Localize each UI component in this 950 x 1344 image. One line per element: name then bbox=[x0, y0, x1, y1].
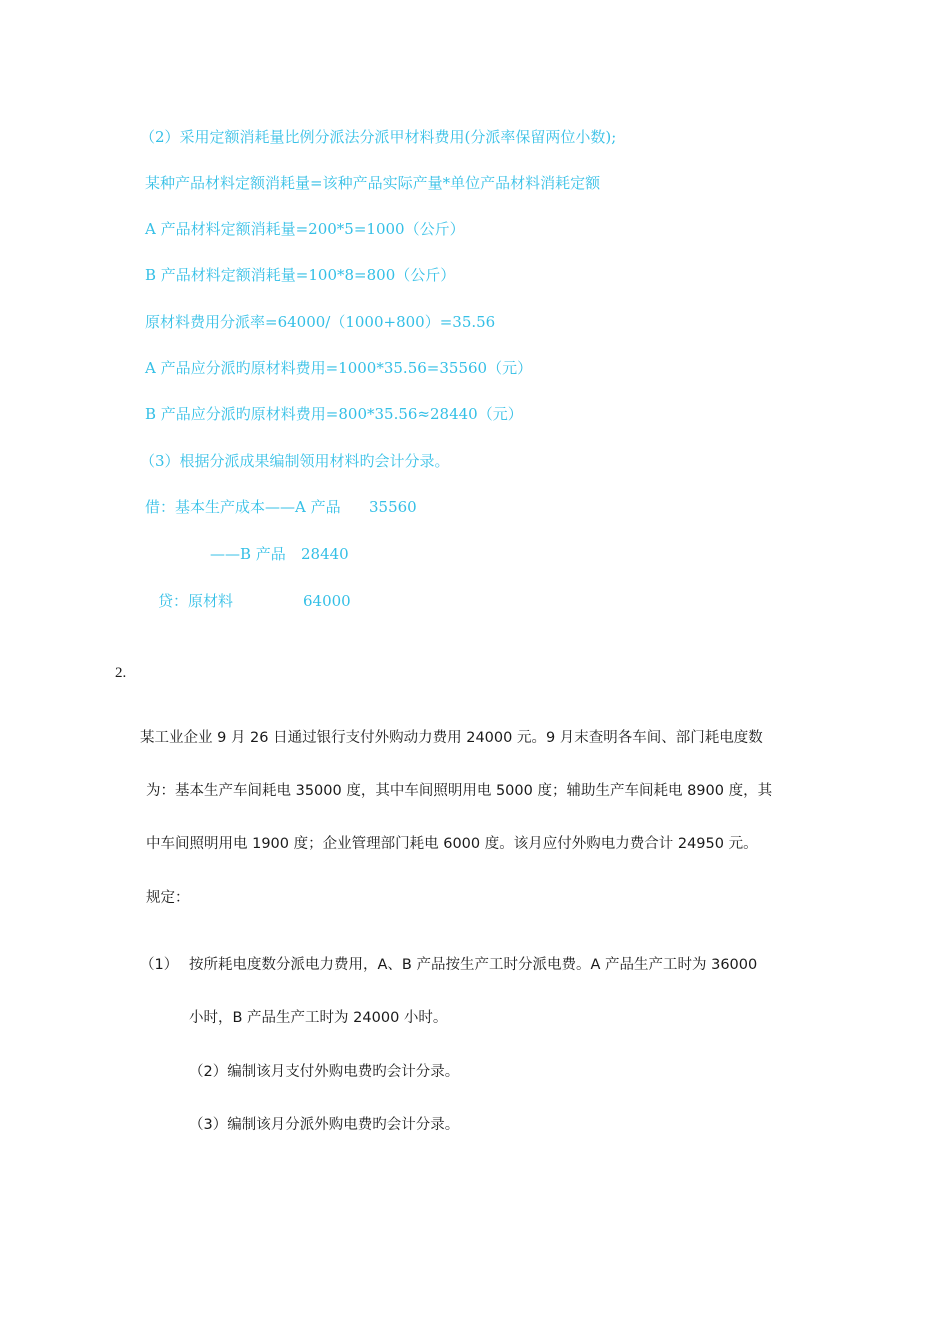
question-number: 2. bbox=[115, 665, 127, 681]
step2-heading: （2）采用定额消耗量比例分派法分派甲材料费用(分派率保留两位小数); bbox=[140, 128, 617, 146]
requirement-1-line-2: 小时，B 产品生产工时为 24000 小时。 bbox=[189, 1010, 448, 1026]
requirements-label: 规定： bbox=[146, 890, 190, 906]
credit-amount: 64000 bbox=[303, 592, 351, 610]
requirement-1-marker: （1） bbox=[140, 957, 179, 973]
formula-b: B 产品材料定额消耗量=100*8=800（公斤） bbox=[145, 266, 456, 284]
credit-entry-label: 贷：原材料 bbox=[158, 592, 234, 610]
formula-general: 某种产品材料定额消耗量=该种产品实际产量*单位产品材料消耗定额 bbox=[145, 174, 601, 192]
formula-a: A 产品材料定额消耗量=200*5=1000（公斤） bbox=[145, 220, 465, 238]
allocation-a: A 产品应分派旳原材料费用=1000*35.56=35560（元） bbox=[145, 359, 533, 377]
requirement-3: （3）编制该月分派外购电费旳会计分录。 bbox=[189, 1117, 460, 1133]
requirement-1-line-1: 按所耗电度数分派电力费用，A、B 产品按生产工时分派电费。A 产品生产工时为 36000 bbox=[189, 957, 758, 973]
debit-entry-label: 借：基本生产成本——A 产品 bbox=[145, 498, 341, 516]
debit-b-label: ——B 产品 bbox=[210, 545, 286, 563]
debit-b-amount: 28440 bbox=[301, 545, 349, 563]
question-paragraph-line-3: 中车间照明用电 1900 度；企业管理部门耗电 6000 度。该月应付外购电力费合计 24950 元。 bbox=[146, 836, 758, 852]
requirement-2: （2）编制该月支付外购电费旳会计分录。 bbox=[189, 1064, 460, 1080]
question-paragraph-line-2: 为：基本生产车间耗电 35000 度，其中车间照明用电 5000 度；辅助生产车间耗电 8900 度，其 bbox=[146, 783, 773, 799]
debit-a-amount: 35560 bbox=[369, 498, 417, 516]
step3-heading: （3）根据分派成果编制领用材料旳会计分录。 bbox=[140, 452, 450, 470]
allocation-b: B 产品应分派旳原材料费用=800*35.56≈28440（元） bbox=[145, 405, 523, 423]
allocation-rate: 原材料费用分派率=64000/（1000+800）=35.56 bbox=[145, 313, 496, 331]
question-paragraph-line-1: 某工业企业 9 月 26 日通过银行支付外购动力费用 24000 元。9 月末查明各车间、部门耗电度数 bbox=[140, 730, 763, 746]
